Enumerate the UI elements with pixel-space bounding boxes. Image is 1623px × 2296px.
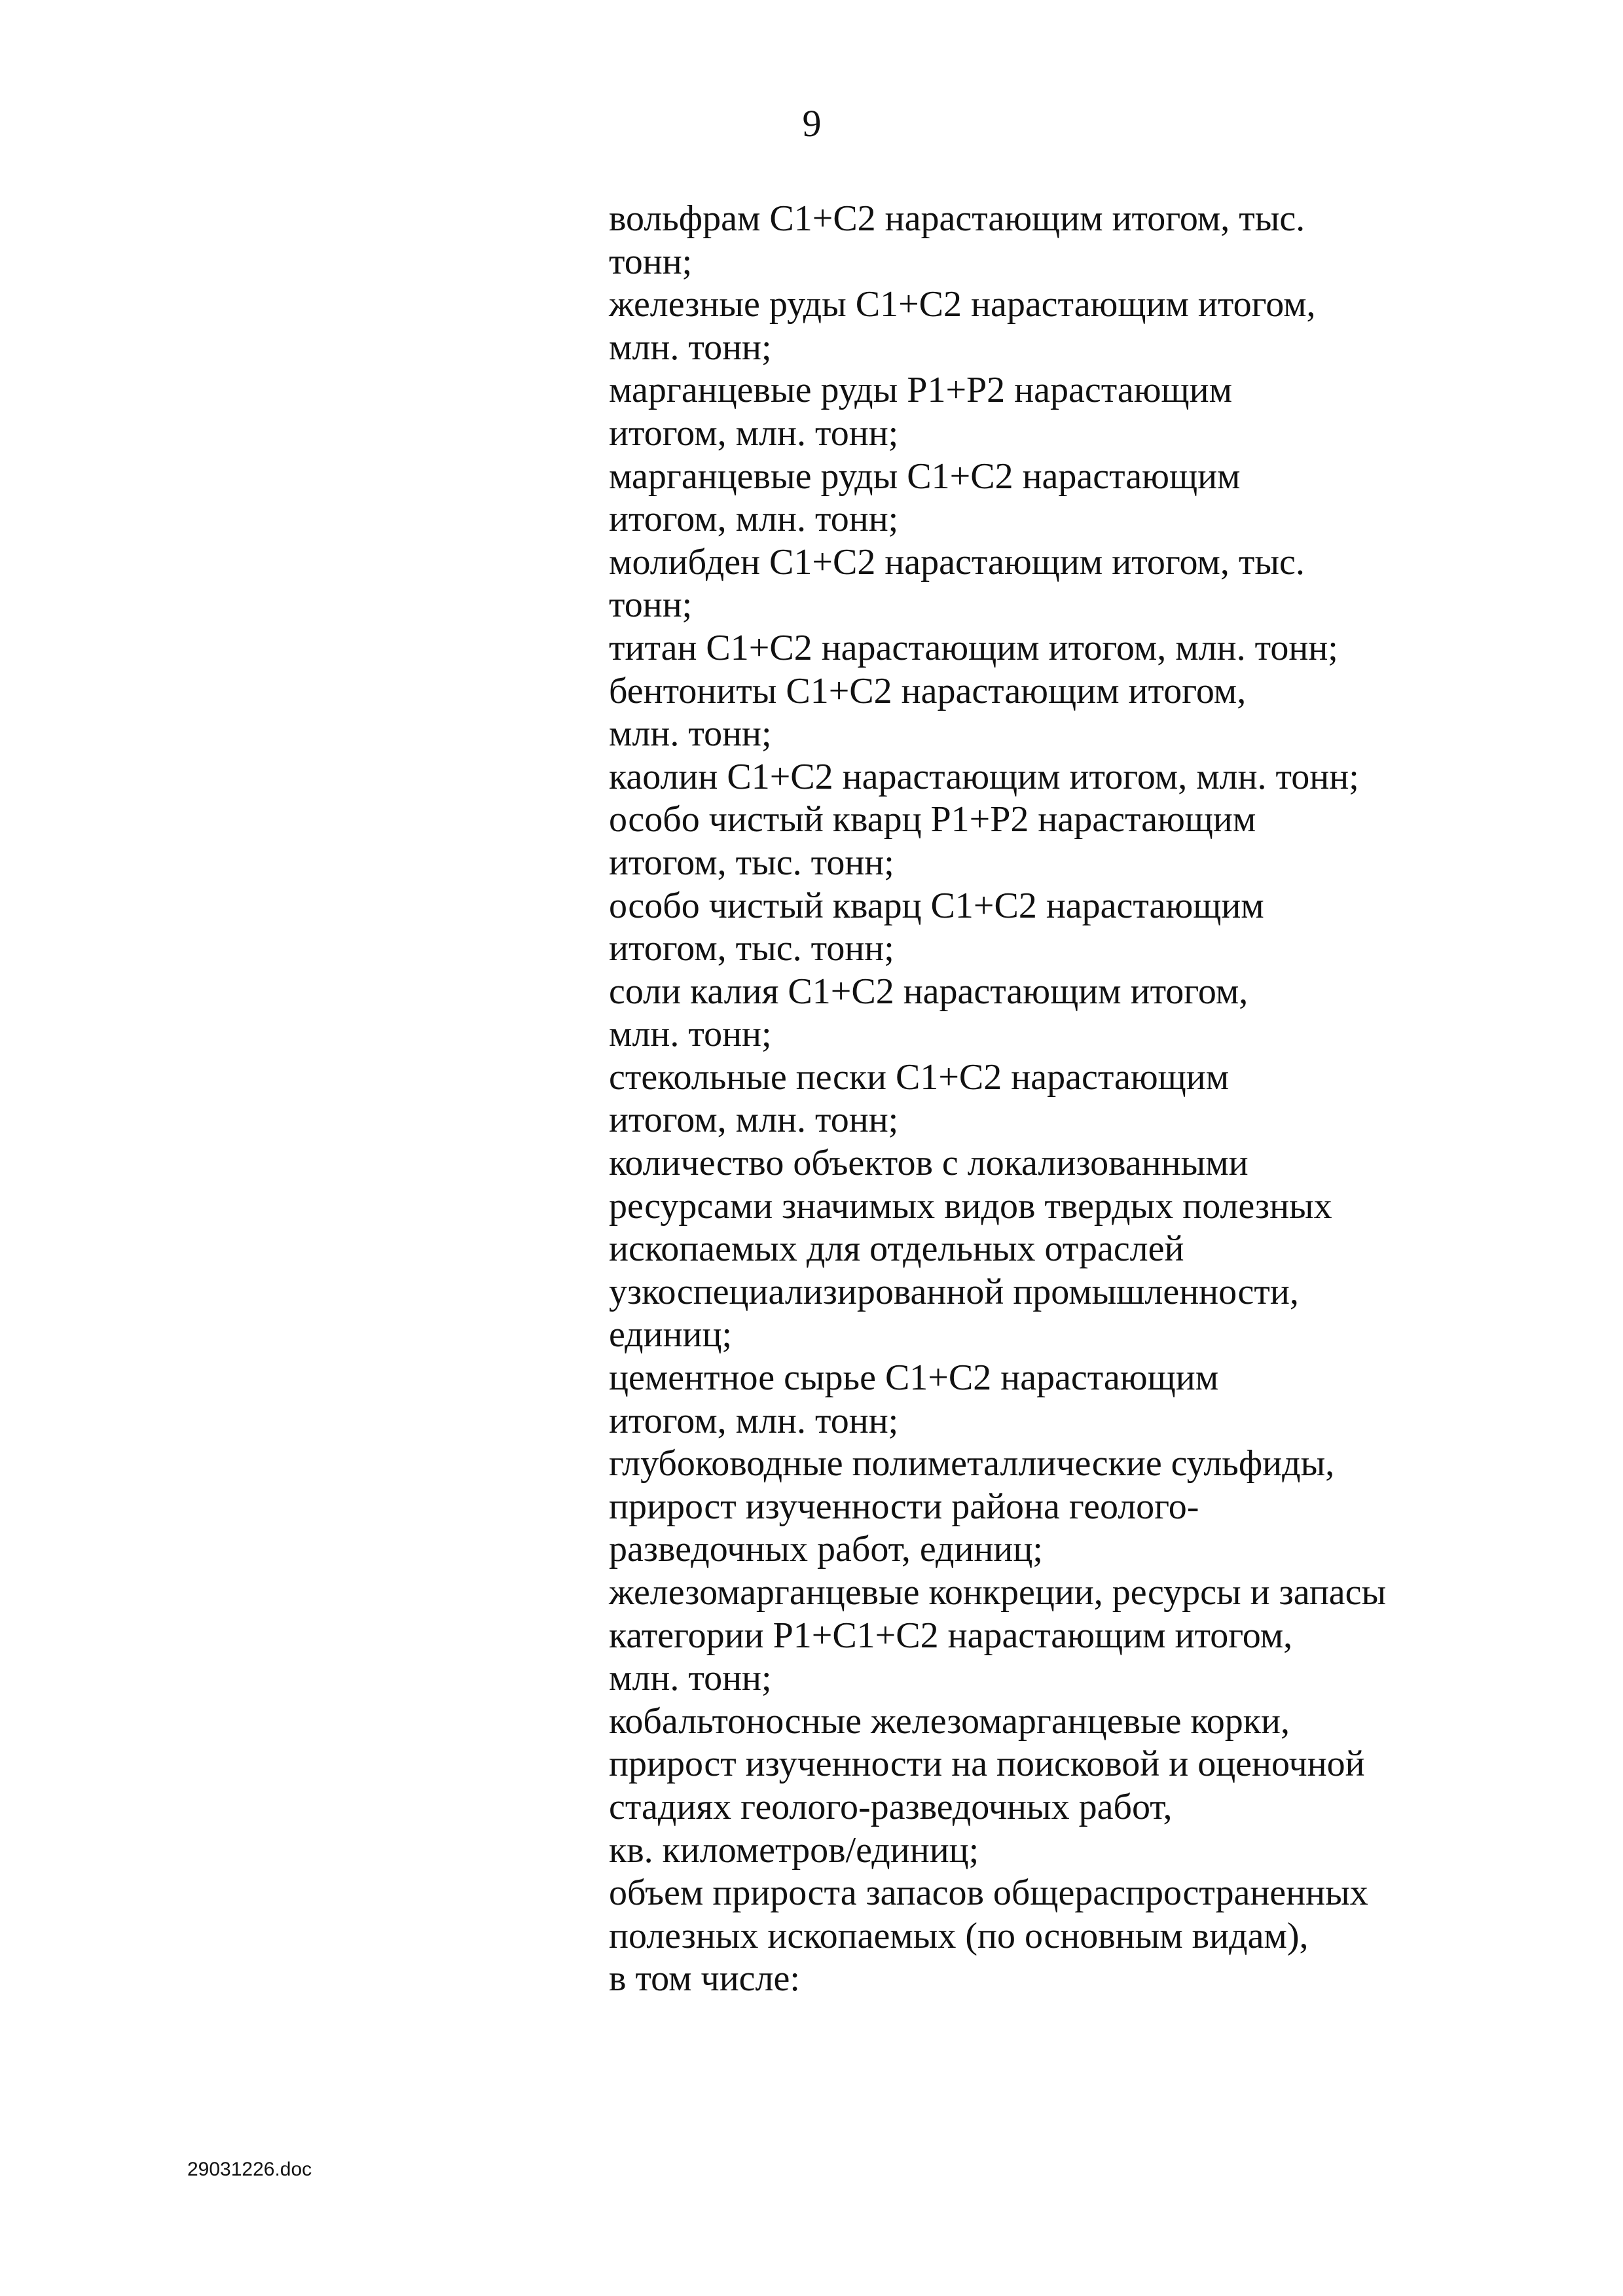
text-line: железомарганцевые конкреции, ресурсы и запасы <box>609 1572 1387 1613</box>
text-line: категории Р1+С1+С2 нарастающим итогом, <box>609 1615 1293 1656</box>
text-line: тонн; <box>609 241 693 282</box>
text-line: особо чистый кварц С1+С2 нарастающим <box>609 885 1264 926</box>
text-line: ресурсами значимых видов твердых полезных <box>609 1185 1332 1227</box>
text-line: стадиях геолого-разведочных работ, <box>609 1786 1173 1827</box>
text-line: млн. тонн; <box>609 1014 772 1055</box>
text-line: полезных ископаемых (по основным видам), <box>609 1915 1309 1956</box>
text-line: итогом, млн. тонн; <box>609 499 899 540</box>
text-line: каолин С1+С2 нарастающим итогом, млн. тонн; <box>609 756 1359 797</box>
text-line: прирост изученности района геолого- <box>609 1486 1199 1527</box>
text-line: бентониты С1+С2 нарастающим итогом, <box>609 670 1247 711</box>
text-line: объем прироста запасов общераспространенных <box>609 1873 1368 1914</box>
text-line: тонн; <box>609 584 693 626</box>
text-line: железные руды С1+С2 нарастающим итогом, <box>609 284 1316 325</box>
text-line: узкоспециализированной промышленности, <box>609 1271 1299 1312</box>
page-body <box>609 198 1565 2001</box>
page-number: 9 <box>802 102 822 145</box>
text-line: разведочных работ, единиц; <box>609 1529 1043 1570</box>
text-line: стекольные пески С1+С2 нарастающим <box>609 1056 1230 1098</box>
text-line: марганцевые руды Р1+Р2 нарастающим <box>609 370 1233 411</box>
text-line: млн. тонн; <box>609 327 772 368</box>
text-line: единиц; <box>609 1314 733 1355</box>
text-line: ископаемых для отдельных отраслей <box>609 1229 1184 1270</box>
text-line: марганцевые руды С1+С2 нарастающим <box>609 456 1241 497</box>
text-line: особо чистый кварц Р1+Р2 нарастающим <box>609 799 1256 840</box>
text-line: кобальтоносные железомарганцевые корки, <box>609 1700 1290 1742</box>
text-line: в том числе: <box>609 1958 800 2000</box>
text-line: вольфрам С1+С2 нарастающим итогом, тыс. <box>609 198 1305 239</box>
text-line: итогом, млн. тонн; <box>609 1400 899 1441</box>
text-line: итогом, тыс. тонн; <box>609 842 894 883</box>
text-line: количество объектов с локализованными <box>609 1143 1249 1184</box>
text-line: цементное сырье С1+С2 нарастающим <box>609 1357 1219 1399</box>
text-line: кв. километров/единиц; <box>609 1829 979 1871</box>
text-line: соли калия С1+С2 нарастающим итогом, <box>609 971 1249 1012</box>
text-line: титан С1+С2 нарастающим итогом, млн. тонн; <box>609 627 1338 668</box>
text-line: глубоководные полиметаллические сульфиды, <box>609 1443 1335 1484</box>
text-line: прирост изученности на поисковой и оценочной <box>609 1744 1365 1785</box>
text-line: молибден С1+С2 нарастающим итогом, тыс. <box>609 541 1305 583</box>
text-line: итогом, млн. тонн; <box>609 1100 899 1141</box>
document-footer: 29031226.doc <box>187 2159 312 2180</box>
text-line: млн. тонн; <box>609 1658 772 1699</box>
text-line: итогом, тыс. тонн; <box>609 928 894 969</box>
text-line: итогом, млн. тонн; <box>609 412 899 454</box>
text-line: млн. тонн; <box>609 713 772 755</box>
